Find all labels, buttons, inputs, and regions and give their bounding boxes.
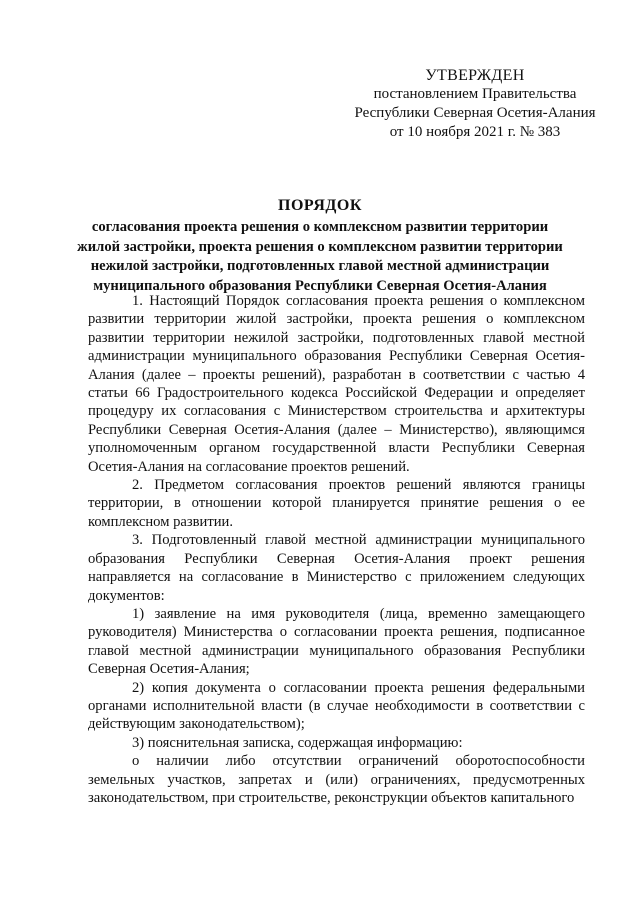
document-subtitle: согласования проекта решения о комплексном развитии территории жилой застройки, проекта решения о комплексном развитии территории нежилой застройки, подготовленных главой местной администрации муниципального образования Республики Северная Осетия-Алания (77, 219, 563, 294)
paragraph-2: 2. Предметом согласования проектов решений являются границы территории, в отношении которой планируется принятие решения о ее комплексном развитии. (88, 477, 585, 530)
approval-stamp (330, 66, 620, 142)
list-item-1: 1) заявление на имя руководителя (лица, временно замещающего руководителя) Министерства о согласовании проекта решения, подписанное главой местной администрации муниципального образования Республики Северная Осетия-Алания; (88, 605, 585, 678)
paragraph-1: 1. Настоящий Порядок согласования проекта решения о комплексном развитии территории жилой застройки, проекта решения о комплексном развитии территории нежилой застройки, подготовленных главой местной администрации муниципального образования Республики Северная Осетия-Алания (далее – проекты решений), разработан в соответствии с частью 4 статьи 66 Градостроительного кодекса Российской Федерации и определяет процедуру их согласования с Министерством строительства и архитектуры Республики Северная Осетия-Алания (далее – Министерство), являющимся уполномоченным органом государственной власти Республики Северная Осетия-Алания на согласование проектов решений. (88, 293, 585, 475)
document-title: ПОРЯДОК (278, 197, 362, 214)
document-title-block (70, 196, 570, 296)
list-item-2: 2) копия документа о согласовании проекта решения федеральными органами исполнительной власти (в случае необходимости в соответствии с действующим законодательством); (88, 679, 585, 733)
document-body (88, 292, 585, 807)
list-item-3: 3) пояснительная записка, содержащая информацию: (132, 734, 463, 751)
paragraph-3: 3. Подготовленный главой местной администрации муниципального образования Республики Северная Осетия-Алания проект решения направляется на согласование в Министерство с приложением следующих документов: (88, 532, 585, 604)
approval-heading: УТВЕРЖДЕН (425, 67, 525, 84)
approval-issuer: постановлением Правительства (373, 86, 577, 102)
approval-region: Республики Северная Осетия-Алания (354, 105, 596, 121)
list-subitem: о наличии либо отсутствии ограничений оборотоспособности земельных участков, запретах и (или) ограничениях, предусмотренных законодательством, при строительстве, реконструкции объектов капитального (88, 753, 585, 806)
approval-date-number: от 10 ноября 2021 г. № 383 (389, 124, 561, 140)
